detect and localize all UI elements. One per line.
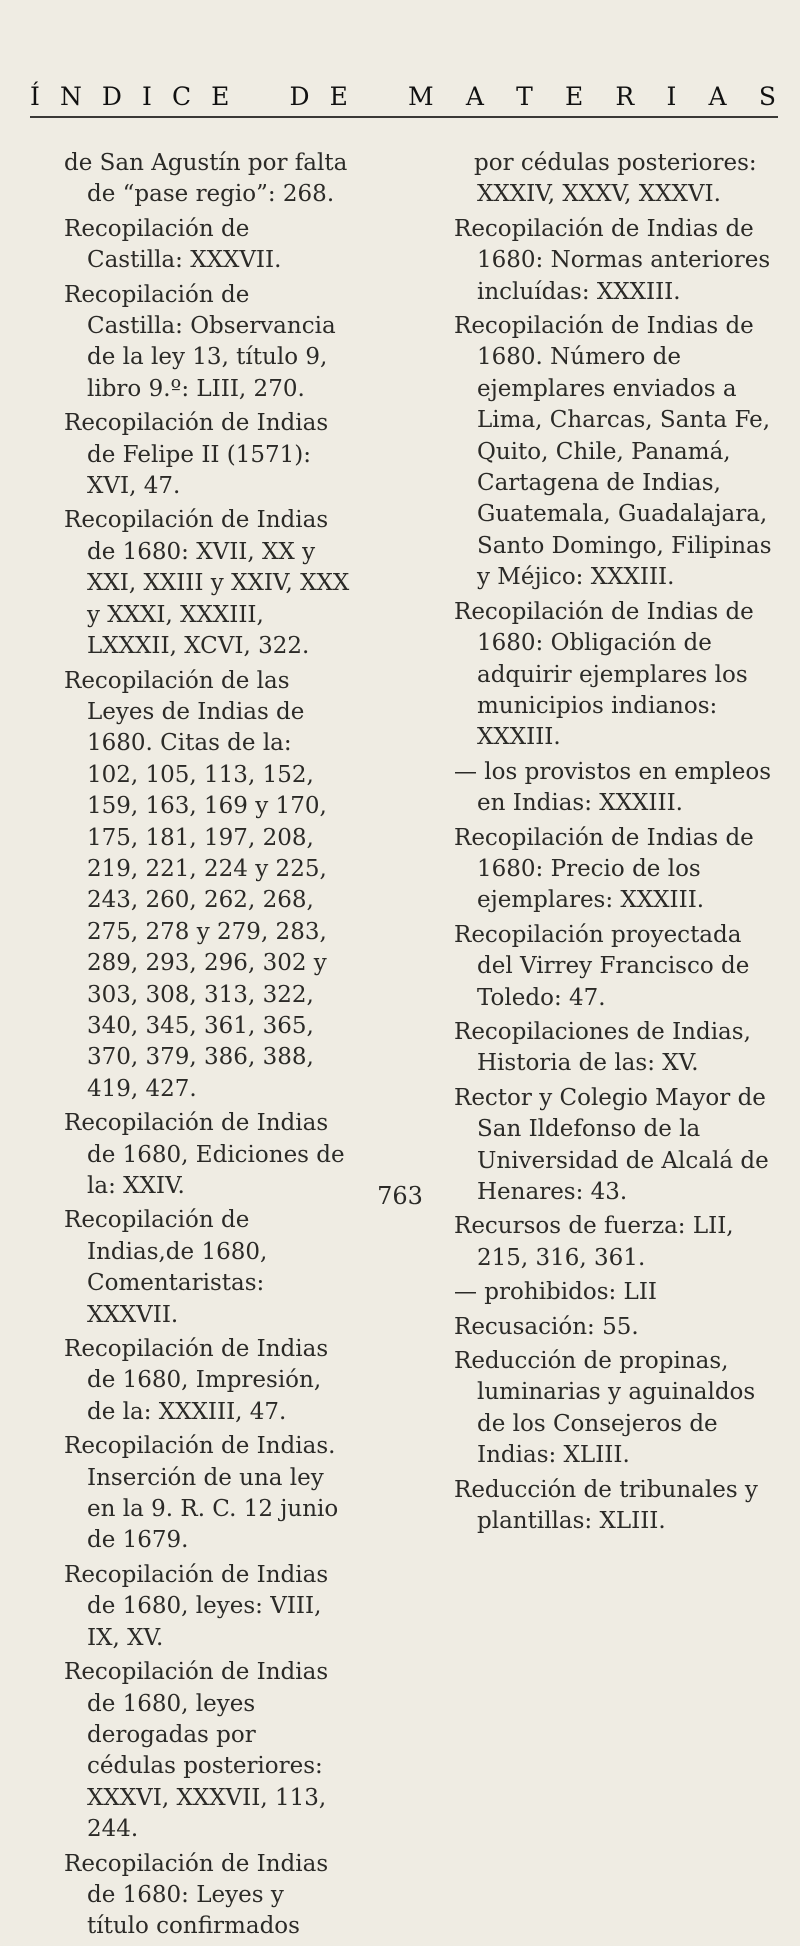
index-entry: Recopilación de Castilla: Observancia de la ley 13, título 9, libro 9.º: LIII, 270. — [64, 281, 336, 402]
index-entry: — los provistos en empleos en Indias: XXXIII. — [454, 758, 772, 817]
page-number: 763 — [377, 1182, 423, 1210]
header-letter: E — [329, 81, 348, 111]
header-letter: D — [289, 81, 310, 111]
index-entry: Recopilación de Indias de 1680. Número de ejemplares enviados a Lima, Charcas, Santa Fe, Quito, Chile, Panamá, Cartagena de Indias, Guatemala, Guadalajara, Santo Domingo, Filipinas y Méjico: XXXIII. — [454, 313, 772, 591]
running-header-left — [30, 78, 348, 114]
index-entry: Recopilación de Indias de 1680, leyes derogadas por cédulas posteriores: XXXVI, XXXVII, 113, 244. — [64, 1659, 329, 1843]
header-letter: S — [758, 81, 776, 111]
header-letter: I — [666, 81, 677, 111]
index-entry: Recopilación de Castilla: XXXVII. — [64, 215, 282, 274]
index-entry: Recopilación de las Leyes de Indias de 1680. Citas de la: 102, 105, 113, 152, 159, 163, 169 y 170, 175, 181, 197, 208, 219, 221, 224 y 225, 243, 260, 262, 268, 275, 278 y 279, 283, 289, 293, 296, 302 y 303, 308, 313, 322, 340, 345, 361, 365, 370, 379, 386, 388, 419, 427. — [64, 667, 327, 1102]
index-column-left — [64, 148, 350, 1946]
header-letter: Í — [30, 81, 40, 111]
header-letter: I — [142, 81, 152, 111]
header-letter: M — [408, 81, 434, 111]
header-letter: D — [101, 81, 122, 111]
index-entry: Recopilación de Indias de 1680: Precio de los ejemplares: XXXIII. — [454, 824, 754, 914]
index-entry: Recusación: 55. — [454, 1313, 639, 1340]
header-letter: A — [465, 81, 484, 111]
index-entry: Recopilación de Indias de 1680, leyes: VIII, IX, XV. — [64, 1561, 329, 1651]
header-letter: T — [516, 81, 533, 111]
index-entry: Recopilación de Indias de 1680: XVII, XX y XXI, XXIII y XXIV, XXX y XXXI, XXXIII, LXXXII, XCVI, 322. — [64, 507, 350, 660]
index-entry: Reducción de tribunales y plantillas: XLIII. — [454, 1476, 758, 1535]
index-entry: Reducción de propinas, luminarias y aguinaldos de los Consejeros de Indias: XLIII. — [454, 1348, 756, 1469]
index-entry: Recopilación proyectada del Virrey Francisco de Toledo: 47. — [454, 921, 750, 1011]
header-letter: E — [564, 81, 584, 111]
header-rule — [30, 116, 778, 118]
header-letter: N — [59, 81, 82, 111]
index-entry: Rector y Colegio Mayor de San Ildefonso de la Universidad de Alcalá de Henares: 43. — [454, 1084, 769, 1205]
index-entry: — prohibidos: LII — [454, 1279, 658, 1306]
header-letter: R — [615, 81, 635, 111]
index-entry: Recopilaciones de Indias, Historia de las: XV. — [454, 1018, 751, 1077]
index-entry: Recopilación de Indias de 1680: Leyes y título confirmados — [64, 1850, 329, 1940]
index-entry: Recopilación de Indias de 1680: Normas anteriores incluídas: XXXIII. — [454, 215, 771, 305]
index-entry: Recopilación de Indias de 1680, Ediciones de la: XXIV. — [64, 1110, 345, 1199]
index-entry: Recopilación de Indias de 1680: Obligación de adquirir ejemplares los municipios indianos: XXXIII. — [454, 598, 754, 751]
index-entry: Recopilación de Indias de 1680, Impresión, de la: XXXIII, 47. — [64, 1336, 329, 1425]
header-letter: E — [211, 81, 230, 111]
index-entry: Recopilación de Indias,de 1680, Comentaristas: XXXVII. — [64, 1207, 268, 1328]
header-letter: A — [708, 81, 727, 111]
index-entry: Recursos de fuerza: LII, 215, 316, 361. — [454, 1213, 734, 1271]
index-entry-continuation: por cédulas posteriores: XXXIV, XXXV, XXXVI. — [474, 150, 757, 208]
index-entry: de San Agustín por falta de “pase regio”: 268. — [64, 150, 348, 208]
header-letter: C — [171, 81, 192, 111]
index-column-right — [454, 148, 772, 1540]
running-header-right — [408, 78, 776, 114]
index-entry: Recopilación de Indias. Inserción de una ley en la 9. R. C. 12 junio de 1679. — [64, 1433, 339, 1554]
index-entry: Recopilación de Indias de Felipe II (1571): XVI, 47. — [64, 410, 329, 500]
